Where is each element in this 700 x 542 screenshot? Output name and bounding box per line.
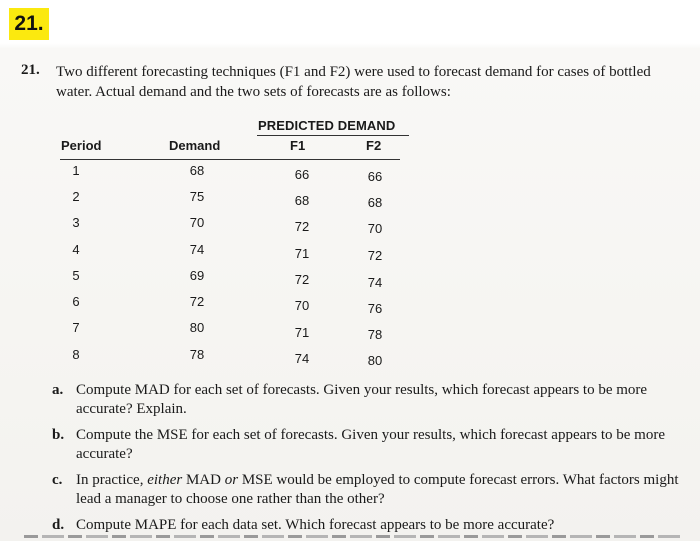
cell-period: 7 <box>72 320 80 335</box>
part-letter: a. <box>52 382 64 398</box>
cropped-next-line <box>24 533 684 541</box>
cell-f2: 80 <box>367 353 383 368</box>
cell-f1: 71 <box>294 246 310 261</box>
cell-demand: 80 <box>189 320 205 335</box>
question-text: Two different forecasting techniques (F1 and F2) were used to forecast demand for cases of bottled water. Actual demand and the two sets of forecasts are as follows: <box>56 64 651 100</box>
part-letter: d. <box>52 517 65 533</box>
cell-f2: 66 <box>367 169 383 184</box>
cell-period: 1 <box>72 163 80 178</box>
part-text: Compute MAPE for each data set. Which forecast appears to be more accurate? <box>76 517 555 533</box>
cell-f2: 78 <box>367 327 383 342</box>
part-text: Compute the MSE for each set of forecasts. Given your results, which forecast appears to be more accurate? <box>76 427 665 462</box>
cell-period: 3 <box>72 215 80 230</box>
cell-demand: 78 <box>189 347 205 362</box>
cell-period: 8 <box>72 347 80 362</box>
problem-number-badge: 21. <box>9 8 49 40</box>
part-b <box>52 426 682 464</box>
part-text-segment: MSE would be employed to compute forecast errors. What factors might lead a manager to choose one rather than the other? <box>76 472 679 507</box>
part-letter: c. <box>52 472 63 488</box>
cell-demand: 70 <box>189 215 205 230</box>
part-c <box>52 471 682 509</box>
cell-f1: 74 <box>294 351 310 366</box>
predicted-demand-heading: PREDICTED DEMAND <box>258 118 396 133</box>
question-number: 21. <box>21 62 40 78</box>
cell-period: 4 <box>72 242 80 257</box>
cell-period: 6 <box>72 294 80 309</box>
part-text: Compute MAD for each set of forecasts. Given your results, which forecast appears to be more accurate? Explain. <box>76 382 648 417</box>
header-f2: F2 <box>366 138 382 153</box>
emphasis-or: or <box>224 472 239 488</box>
part-text-segment: In practice, <box>76 472 148 488</box>
cell-f1: 66 <box>294 167 310 182</box>
cell-f2: 70 <box>367 221 383 236</box>
cell-demand: 74 <box>189 242 205 257</box>
cell-demand: 69 <box>189 268 205 283</box>
header-period: Period <box>61 138 102 153</box>
cell-period: 2 <box>72 189 80 204</box>
cell-f2: 72 <box>367 248 383 263</box>
cell-f2: 68 <box>367 195 383 210</box>
cell-f1: 72 <box>294 219 310 234</box>
cell-f2: 74 <box>367 275 383 290</box>
cell-demand: 72 <box>189 294 205 309</box>
question-parts <box>52 381 682 542</box>
part-a <box>52 381 682 419</box>
cell-f2: 76 <box>367 301 383 316</box>
header-demand: Demand <box>169 138 221 153</box>
cell-f1: 72 <box>294 272 310 287</box>
cell-demand: 75 <box>189 189 205 204</box>
group-heading-rule <box>257 135 409 136</box>
header-f1: F1 <box>290 138 306 153</box>
cell-f1: 71 <box>294 325 310 340</box>
cell-period: 5 <box>72 268 80 283</box>
emphasis-either: either <box>147 472 183 488</box>
header-rule <box>60 159 400 160</box>
cell-f1: 70 <box>294 298 310 313</box>
part-text-segment: MAD <box>182 472 225 488</box>
part-text <box>76 471 682 509</box>
part-letter: b. <box>52 427 65 443</box>
cell-f1: 68 <box>294 193 310 208</box>
cell-demand: 68 <box>189 163 205 178</box>
